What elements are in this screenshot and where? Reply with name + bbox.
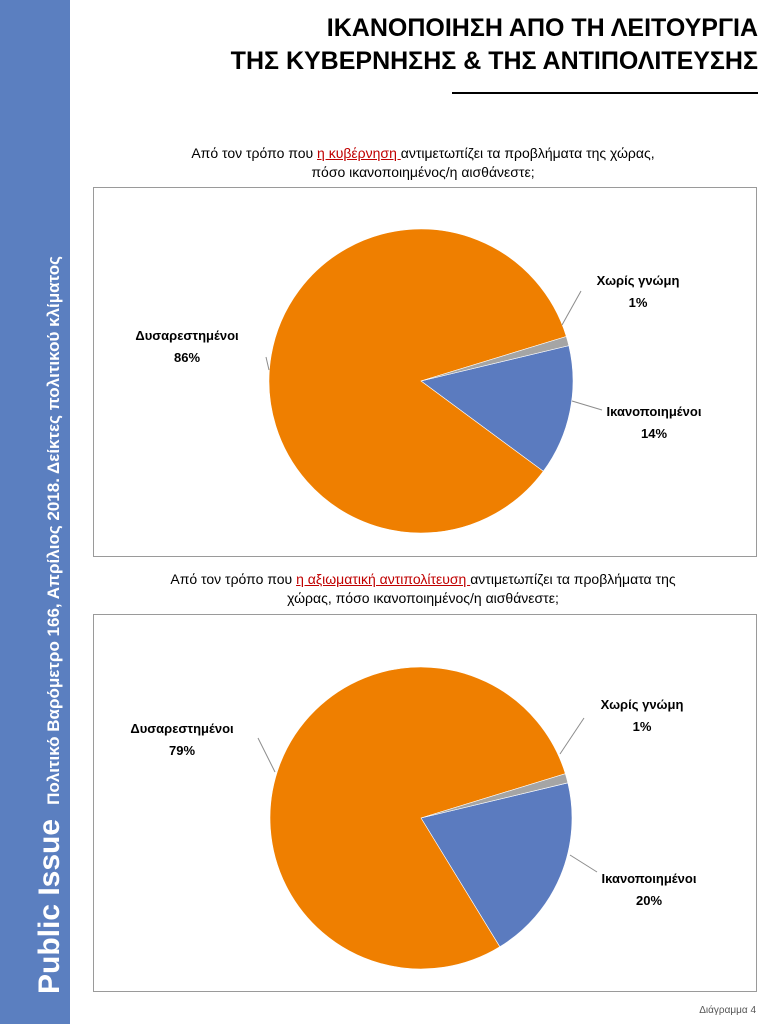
- pie-2-value-no-opinion: 1%: [632, 719, 652, 734]
- page-title-line-1: ΙΚΑΝΟΠΟΙΗΣΗ ΑΠΟ ΤΗ ΛΕΙΤΟΥΡΓΙΑ: [326, 14, 758, 42]
- question-1-highlight: η κυβέρνηση: [317, 145, 401, 161]
- pie-2-value-satisfied: 20%: [635, 893, 663, 908]
- pie-2-leader-dissatisfied: [258, 738, 275, 772]
- question-1-title: [92, 144, 754, 182]
- question-2-post: αντιμετωπίζει τα προβλήματα της: [470, 571, 676, 587]
- question-1-line-2: πόσο ικανοποιημένος/η αισθάνεστε;: [311, 164, 535, 180]
- chart-2-svg: [94, 615, 756, 991]
- title-divider: [452, 92, 758, 94]
- pie-2-label-dissatisfied: Δυσαρεστημένοι: [130, 721, 234, 736]
- question-1-line-1: [92, 144, 754, 163]
- pie-1-value-no-opinion: 1%: [628, 295, 648, 310]
- pie-1-value-satisfied: 14%: [640, 426, 668, 441]
- pie-2-label-no-opinion: Χωρίς γνώμη: [600, 697, 684, 712]
- sidebar: [0, 0, 70, 1024]
- pie-1-leader-no-opinion: [562, 291, 581, 325]
- pie-1-value-dissatisfied: 86%: [173, 350, 201, 365]
- question-1-pre: Από τον τρόπο που: [191, 145, 318, 161]
- question-2-title: [92, 570, 754, 608]
- question-2-pre: Από τον τρόπο που: [170, 571, 297, 587]
- pie-2-label-satisfied: Ικανοποιημένοι: [601, 871, 697, 886]
- sidebar-caption: [35, 256, 65, 994]
- pie-1-label-satisfied: Ικανοποιημένοι: [606, 404, 702, 419]
- survey-subtitle: Πολιτικό Βαρόμετρο 166, Απρίλιος 2018. Δείκτες πολιτικού κλίματος: [44, 256, 63, 805]
- chart-1-frame: [93, 187, 757, 557]
- chart-1-svg: [94, 188, 756, 556]
- page-title-line-2: ΤΗΣ ΚΥΒΕΡΝΗΣΗΣ & ΤΗΣ ΑΝΤΙΠΟΛΙΤΕΥΣΗΣ: [230, 47, 758, 75]
- page-title: [158, 12, 758, 78]
- pie-2-leader-no-opinion: [560, 718, 584, 754]
- pie-1-leader-dissatisfied: [266, 357, 269, 370]
- pie-1-leader-satisfied: [572, 401, 602, 410]
- pie-2-value-dissatisfied: 79%: [168, 743, 196, 758]
- question-1-post: αντιμετωπίζει τα προβλήματα της χώρας,: [400, 145, 655, 161]
- pie-1-label-dissatisfied: Δυσαρεστημένοι: [135, 328, 239, 343]
- question-2-highlight: η αξιωματική αντιπολίτευση: [296, 571, 471, 587]
- chart-2-frame: [93, 614, 757, 992]
- diagram-number: Διάγραμμα 4: [699, 1005, 756, 1016]
- question-2-line-2: χώρας, πόσο ικανοποιημένος/η αισθάνεστε;: [287, 590, 559, 606]
- brand-name: Public Issue: [33, 818, 66, 994]
- pie-2-leader-satisfied: [570, 855, 597, 872]
- question-2-line-1: [92, 570, 754, 589]
- pie-1-label-no-opinion: Χωρίς γνώμη: [596, 273, 680, 288]
